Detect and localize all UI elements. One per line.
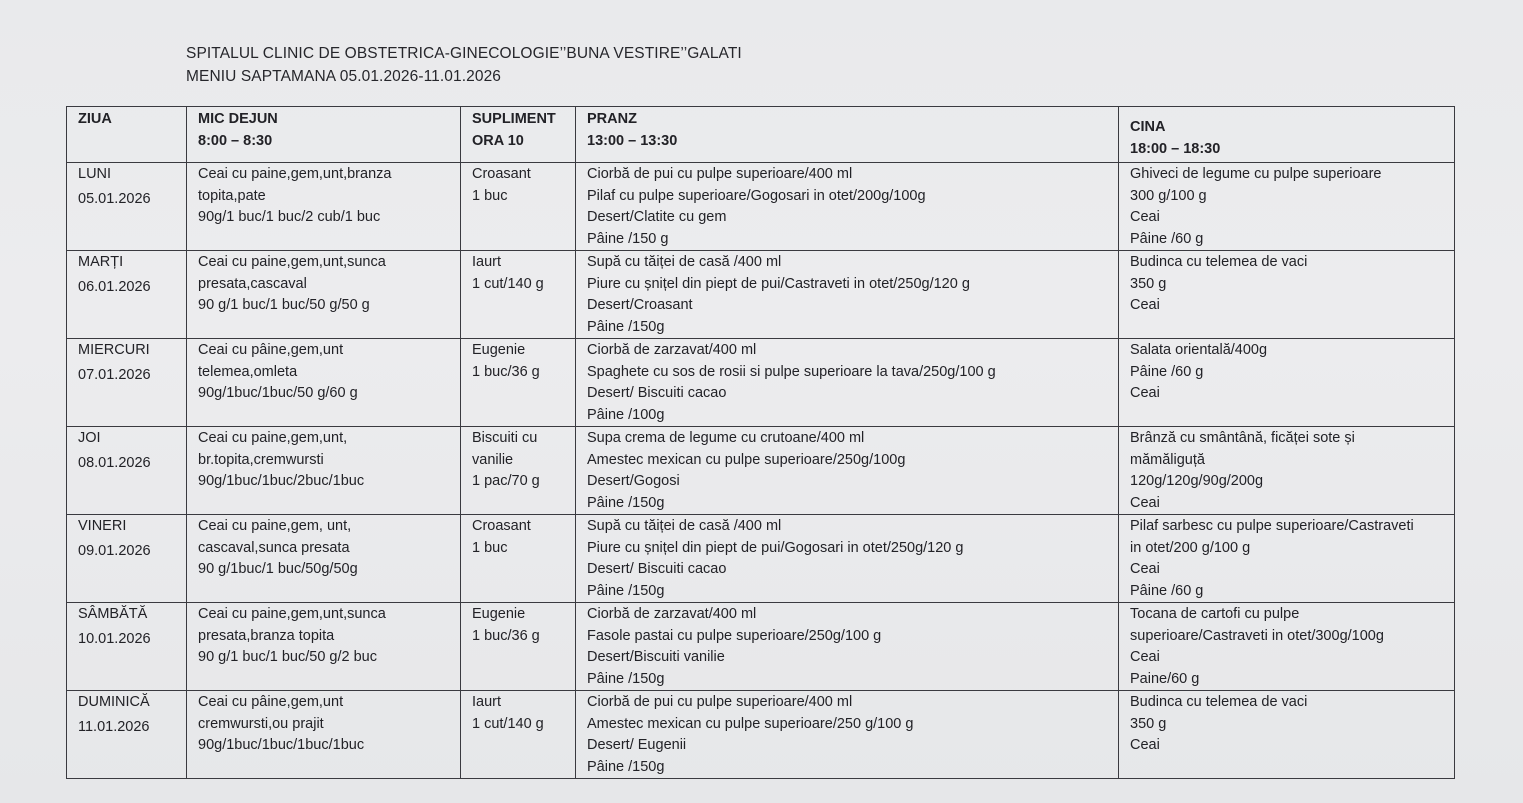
dinner-cell: Ghiveci de legume cu pulpe superioare 300 g/100 g Ceai Pâine /60 g	[1119, 163, 1455, 251]
day-name: DUMINICĂ	[78, 694, 150, 710]
breakfast-cell: Ceai cu paine,gem,unt,branza topita,pate 90g/1 buc/1 buc/2 cub/1 buc	[187, 163, 461, 251]
table-row	[67, 163, 1455, 251]
column-header-lunch: PRANZ 13:00 – 13:30	[576, 107, 1119, 163]
breakfast-cell: Ceai cu paine,gem,unt,sunca presata,cascaval 90 g/1 buc/1 buc/50 g/50 g	[187, 251, 461, 339]
day-date: 11.01.2026	[78, 718, 150, 735]
supplement-cell: Iaurt 1 cut/140 g	[461, 691, 576, 779]
breakfast-cell: Ceai cu pâine,gem,unt cremwursti,ou prajit 90g/1buc/1buc/1buc/1buc	[187, 691, 461, 779]
lunch-cell: Ciorbă de zarzavat/400 ml Fasole pastai cu pulpe superioare/250g/100 g Desert/Biscuiti vanilie Pâine /150g	[576, 603, 1119, 691]
lunch-cell: Supă cu tăiței de casă /400 ml Piure cu șnițel din piept de pui/Castraveti in otet/250g/120 g Desert/Croasant Pâine /150g	[576, 251, 1119, 339]
table-row	[67, 515, 1455, 603]
column-header-day: ZIUA	[67, 107, 187, 163]
supplement-cell: Croasant 1 buc	[461, 515, 576, 603]
day-cell	[67, 691, 187, 779]
day-name: JOI	[78, 430, 101, 446]
document-header	[186, 42, 742, 88]
day-name: SÂMBĂTĂ	[78, 606, 148, 622]
supplement-cell: Eugenie 1 buc/36 g	[461, 603, 576, 691]
day-cell	[67, 339, 187, 427]
table-row	[67, 251, 1455, 339]
day-date: 07.01.2026	[78, 366, 151, 383]
lunch-cell: Supă cu tăiței de casă /400 ml Piure cu șnițel din piept de pui/Gogosari in otet/250g/120 g Desert/ Biscuiti cacao Pâine /150g	[576, 515, 1119, 603]
menu-week-title: MENIU SAPTAMANA 05.01.2026-11.01.2026	[186, 68, 502, 85]
dinner-cell: Brânză cu smântână, ficăței sote și mămăliguță 120g/120g/90g/200g Ceai	[1119, 427, 1455, 515]
day-name: LUNI	[78, 166, 112, 182]
hospital-title: SPITALUL CLINIC DE OBSTETRICA-GINECOLOGIE’’BUNA VESTIRE’’GALATI	[186, 45, 742, 62]
lunch-cell: Ciorbă de pui cu pulpe superioare/400 ml Amestec mexican cu pulpe superioare/250 g/100 g Desert/ Eugenii Pâine /150g	[576, 691, 1119, 779]
column-header-dinner: CINA 18:00 – 18:30	[1119, 107, 1455, 163]
dinner-cell: Budinca cu telemea de vaci 350 g Ceai	[1119, 251, 1455, 339]
day-name: MARȚI	[78, 254, 124, 270]
day-cell	[67, 427, 187, 515]
dinner-cell: Tocana de cartofi cu pulpe superioare/Castraveti in otet/300g/100g Ceai Paine/60 g	[1119, 603, 1455, 691]
column-header-breakfast: MIC DEJUN 8:00 – 8:30	[187, 107, 461, 163]
supplement-cell: Iaurt 1 cut/140 g	[461, 251, 576, 339]
day-date: 05.01.2026	[78, 190, 151, 207]
dinner-cell: Budinca cu telemea de vaci 350 g Ceai	[1119, 691, 1455, 779]
dinner-cell: Pilaf sarbesc cu pulpe superioare/Castraveti in otet/200 g/100 g Ceai Pâine /60 g	[1119, 515, 1455, 603]
breakfast-cell: Ceai cu paine,gem, unt, cascaval,sunca presata 90 g/1buc/1 buc/50g/50g	[187, 515, 461, 603]
day-date: 08.01.2026	[78, 454, 151, 471]
lunch-cell: Supa crema de legume cu crutoane/400 ml Amestec mexican cu pulpe superioare/250g/100g Desert/Gogosi Pâine /150g	[576, 427, 1119, 515]
day-date: 10.01.2026	[78, 630, 151, 647]
day-cell	[67, 603, 187, 691]
breakfast-cell: Ceai cu paine,gem,unt, br.topita,cremwursti 90g/1buc/1buc/2buc/1buc	[187, 427, 461, 515]
table-row	[67, 691, 1455, 779]
table-row	[67, 427, 1455, 515]
day-name: VINERI	[78, 518, 127, 534]
table-header-row	[67, 107, 1455, 163]
breakfast-cell: Ceai cu paine,gem,unt,sunca presata,branza topita 90 g/1 buc/1 buc/50 g/2 buc	[187, 603, 461, 691]
lunch-cell: Ciorbă de zarzavat/400 ml Spaghete cu sos de rosii si pulpe superioare la tava/250g/100 g Desert/ Biscuiti cacao Pâine /100g	[576, 339, 1119, 427]
day-cell	[67, 163, 187, 251]
supplement-cell: Biscuiti cu vanilie 1 pac/70 g	[461, 427, 576, 515]
table-row	[67, 339, 1455, 427]
day-date: 09.01.2026	[78, 542, 151, 559]
day-cell	[67, 251, 187, 339]
day-cell	[67, 515, 187, 603]
lunch-cell: Ciorbă de pui cu pulpe superioare/400 ml Pilaf cu pulpe superioare/Gogosari in otet/200g/100g Desert/Clatite cu gem Pâine /150 g	[576, 163, 1119, 251]
column-header-supplement: SUPLIMENT ORA 10	[461, 107, 576, 163]
supplement-cell: Eugenie 1 buc/36 g	[461, 339, 576, 427]
supplement-cell: Croasant 1 buc	[461, 163, 576, 251]
breakfast-cell: Ceai cu pâine,gem,unt telemea,omleta 90g/1buc/1buc/50 g/60 g	[187, 339, 461, 427]
day-date: 06.01.2026	[78, 278, 151, 295]
table-row	[67, 603, 1455, 691]
day-name: MIERCURI	[78, 342, 150, 358]
weekly-menu-table	[66, 106, 1455, 779]
dinner-cell: Salata orientală/400g Pâine /60 g Ceai	[1119, 339, 1455, 427]
